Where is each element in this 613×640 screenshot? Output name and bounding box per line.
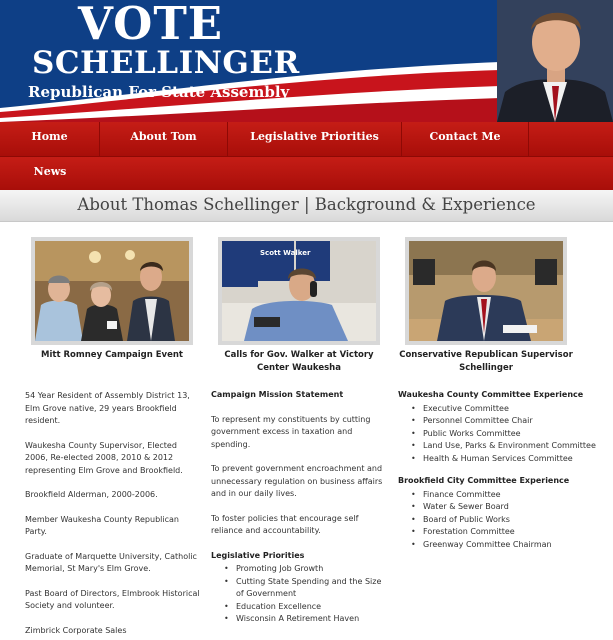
nav-news[interactable]: News	[33, 165, 67, 178]
photo-caption: Calls for Gov. Walker at Victory Center Waukesha	[224, 350, 374, 373]
title-bar	[0, 190, 613, 222]
main-nav	[0, 122, 613, 190]
county-committee-list	[398, 403, 598, 466]
list-item: • Cutting State Spending and the Size of Government	[224, 576, 391, 601]
photo-supervisor	[405, 237, 567, 345]
list-item: • Promoting Job Growth	[224, 563, 391, 576]
bio-paragraph: Past Board of Directors, Elmbrook Historical Society and volunteer.	[25, 588, 200, 610]
candidate-name: SCHELLINGER	[32, 45, 300, 81]
priorities-heading: Legislative Priorities	[211, 550, 305, 560]
bio-paragraph: Graduate of Marquette University, Catholic Memorial, St Mary's Elm Grove.	[25, 551, 197, 573]
candidate-portrait	[497, 0, 613, 122]
list-item: • Public Works Committee	[411, 428, 598, 441]
mission-heading: Campaign Mission Statement	[211, 390, 344, 399]
nav-row-top	[0, 122, 613, 156]
list-item: • Education Excellence	[224, 601, 391, 614]
photo-romney-event	[31, 237, 193, 345]
list-item: • Greenway Committee Chairman	[411, 539, 598, 552]
photo-victory-center	[218, 237, 380, 345]
walker-sign-text: Scott Walker	[260, 249, 311, 257]
bio-column	[25, 390, 200, 640]
bio-paragraph: Zimbrick Corporate Sales	[25, 625, 127, 635]
county-committee-heading: Waukesha County Committee Experience	[398, 390, 584, 399]
list-item: • Land Use, Parks & Environment Committee	[411, 440, 598, 453]
nav-row-bottom	[0, 156, 613, 190]
list-item: • Forestation Committee	[411, 526, 598, 539]
bio-paragraph: Brookfield Alderman, 2000-2006.	[25, 490, 158, 499]
priorities-list	[211, 563, 391, 626]
mission-paragraph: To represent my constituents by cutting government excess in taxation and spending.	[211, 414, 371, 449]
city-committee-heading: Brookfield City Committee Experience	[398, 476, 570, 485]
list-item: • Water & Sewer Board	[411, 501, 598, 514]
header-banner	[0, 0, 613, 122]
nav-legislative-priorities[interactable]: Legislative Priorities	[228, 122, 402, 156]
list-item: • Wisconsin A Retirement Haven	[224, 613, 391, 626]
city-committee-list	[398, 489, 598, 552]
mission-paragraph: To foster policies that encourage self reliance and accountability.	[211, 513, 359, 535]
mission-column	[211, 389, 391, 626]
vote-heading: VOTE	[78, 0, 224, 50]
nav-contact-me[interactable]: Contact Me	[402, 122, 529, 156]
committees-column	[398, 389, 598, 561]
list-item: • Board of Public Works	[411, 514, 598, 527]
page-title: About Thomas Schellinger | Background & Experience	[77, 195, 536, 214]
nav-home[interactable]: Home	[0, 122, 100, 156]
list-item: • Executive Committee	[411, 403, 598, 416]
bio-paragraph: Waukesha County Supervisor, Elected 2006, Re-elected 2008, 2010 & 2012 representing Elm Grove and Brookfield.	[25, 440, 183, 475]
list-item: • Personnel Committee Chair	[411, 415, 598, 428]
nav-about-tom[interactable]: About Tom	[100, 122, 228, 156]
list-item: • Finance Committee	[411, 489, 598, 502]
bio-paragraph: Member Waukesha County Republican Party.	[25, 514, 179, 536]
photo-caption: Mitt Romney Campaign Event	[41, 350, 183, 360]
bio-paragraph: 54 Year Resident of Assembly District 13, Elm Grove native, 29 years Brookfield resident.	[25, 391, 190, 425]
tagline: Republican For State Assembly	[28, 83, 290, 101]
mission-paragraph: To prevent government encroachment and unnecessary regulation on business affairs and in our daily lives.	[211, 464, 383, 498]
list-item: • Health & Human Services Committee	[411, 453, 598, 466]
photo-caption: Conservative Republican Supervisor Schellinger	[399, 350, 573, 373]
